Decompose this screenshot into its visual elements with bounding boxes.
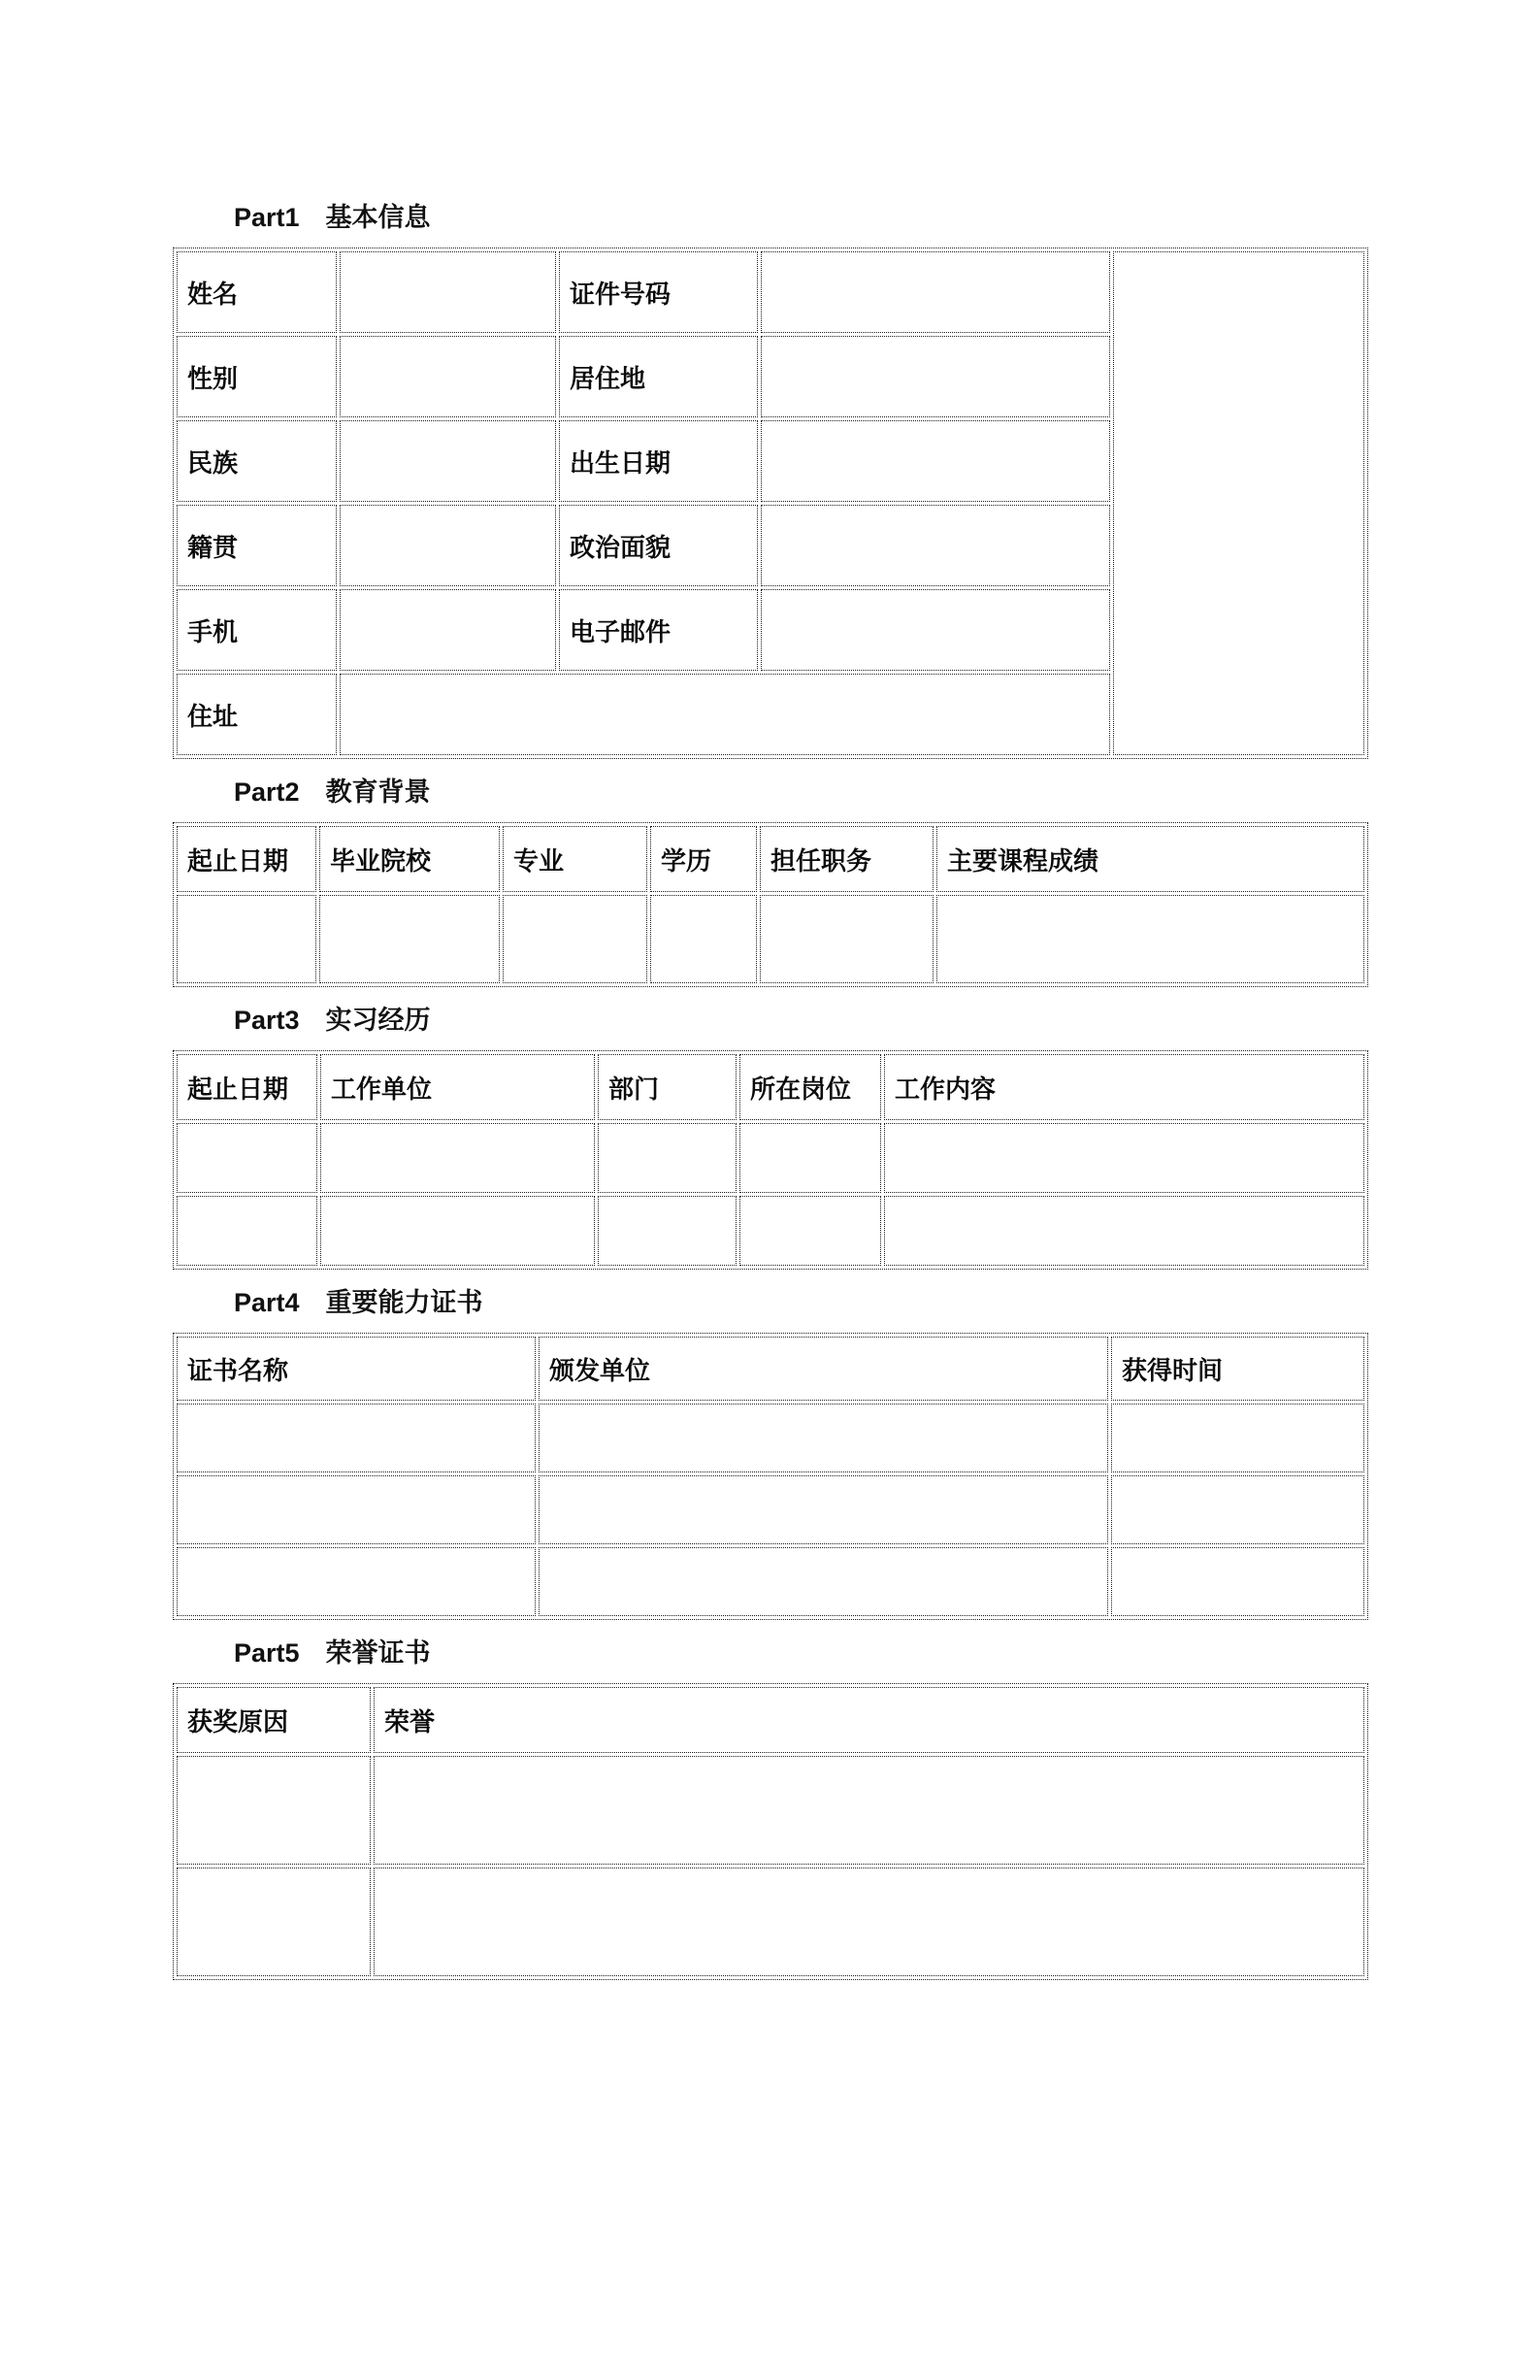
table-row <box>177 895 1364 983</box>
cert-cell-date[interactable] <box>1111 1475 1364 1544</box>
intern-cell-duties[interactable] <box>884 1196 1364 1266</box>
table-header-row <box>177 826 1364 892</box>
section-prefix-part3: Part3 <box>234 1006 300 1035</box>
intern-cell-employer[interactable] <box>320 1123 595 1193</box>
intern-cell-duties[interactable] <box>884 1123 1364 1193</box>
table-row <box>177 1756 1364 1865</box>
field-label-political-status: 政治面貌 <box>559 505 758 586</box>
table-row <box>177 1868 1364 1976</box>
section-title-part2 <box>234 776 1368 809</box>
cert-cell-issuer[interactable] <box>539 1475 1108 1544</box>
edu-cell-courses[interactable] <box>936 895 1364 983</box>
intern-header-post: 所在岗位 <box>739 1054 881 1120</box>
edu-cell-major[interactable] <box>503 895 647 983</box>
field-value-name[interactable] <box>340 251 556 333</box>
field-value-birth-date[interactable] <box>761 420 1110 502</box>
basic-info-table <box>173 248 1368 759</box>
cert-cell-date[interactable] <box>1111 1547 1364 1616</box>
table-header-row <box>177 1337 1364 1401</box>
section-title-part3 <box>234 1004 1368 1037</box>
edu-cell-degree[interactable] <box>650 895 757 983</box>
field-label-email: 电子邮件 <box>559 589 758 671</box>
section-name-part3: 实习经历 <box>325 1006 431 1035</box>
field-label-residence: 居住地 <box>559 336 758 417</box>
edu-header-major: 专业 <box>503 826 647 892</box>
field-label-address: 住址 <box>177 674 337 755</box>
honor-header-honor: 荣誉 <box>374 1687 1364 1753</box>
table-row <box>177 1196 1364 1266</box>
intern-header-department: 部门 <box>598 1054 737 1120</box>
resume-form <box>173 201 1368 1980</box>
honor-cell-reason[interactable] <box>177 1756 371 1865</box>
cert-header-name: 证书名称 <box>177 1337 536 1401</box>
section-prefix-part2: Part2 <box>234 777 300 807</box>
edu-header-dates: 起止日期 <box>177 826 316 892</box>
intern-cell-post[interactable] <box>739 1196 881 1266</box>
section-name-part2: 教育背景 <box>325 777 431 807</box>
field-label-native-place: 籍贯 <box>177 505 337 586</box>
cert-header-issuer: 颁发单位 <box>539 1337 1108 1401</box>
intern-header-employer: 工作单位 <box>320 1054 595 1120</box>
cert-cell-name[interactable] <box>177 1547 536 1616</box>
intern-header-dates: 起止日期 <box>177 1054 317 1120</box>
table-row <box>177 1123 1364 1193</box>
table-header-row <box>177 1687 1364 1753</box>
intern-cell-dates[interactable] <box>177 1123 317 1193</box>
table-row <box>177 1475 1364 1544</box>
table-header-row <box>177 1054 1364 1120</box>
field-value-email[interactable] <box>761 589 1110 671</box>
photo-cell[interactable] <box>1113 251 1364 755</box>
section-name-part1: 基本信息 <box>325 203 431 232</box>
edu-cell-school[interactable] <box>319 895 500 983</box>
field-label-birth-date: 出生日期 <box>559 420 758 502</box>
field-value-gender[interactable] <box>340 336 556 417</box>
edu-cell-position[interactable] <box>760 895 934 983</box>
edu-header-position: 担任职务 <box>760 826 934 892</box>
field-label-mobile: 手机 <box>177 589 337 671</box>
cert-cell-issuer[interactable] <box>539 1404 1108 1472</box>
section-name-part5: 荣誉证书 <box>325 1638 431 1668</box>
table-row <box>177 1404 1364 1472</box>
intern-cell-dates[interactable] <box>177 1196 317 1266</box>
intern-cell-post[interactable] <box>739 1123 881 1193</box>
section-name-part4: 重要能力证书 <box>325 1288 483 1317</box>
section-title-part5 <box>234 1636 1368 1669</box>
cert-header-date: 获得时间 <box>1111 1337 1364 1401</box>
table-row <box>177 1547 1364 1616</box>
intern-cell-employer[interactable] <box>320 1196 595 1266</box>
field-label-gender: 性别 <box>177 336 337 417</box>
section-prefix-part4: Part4 <box>234 1288 300 1317</box>
field-value-id-number[interactable] <box>761 251 1110 333</box>
honors-table <box>173 1683 1368 1980</box>
edu-cell-dates[interactable] <box>177 895 316 983</box>
field-value-political-status[interactable] <box>761 505 1110 586</box>
field-value-mobile[interactable] <box>340 589 556 671</box>
cert-cell-name[interactable] <box>177 1404 536 1472</box>
field-label-name: 姓名 <box>177 251 337 333</box>
intern-header-duties: 工作内容 <box>884 1054 1364 1120</box>
field-value-address[interactable] <box>340 674 1110 755</box>
edu-header-courses: 主要课程成绩 <box>936 826 1364 892</box>
honor-cell-honor[interactable] <box>374 1756 1364 1865</box>
section-title-part4 <box>234 1286 1368 1319</box>
document-page <box>0 201 1540 2380</box>
cert-cell-issuer[interactable] <box>539 1547 1108 1616</box>
edu-header-school: 毕业院校 <box>319 826 500 892</box>
honor-header-reason: 获奖原因 <box>177 1687 371 1753</box>
field-value-ethnicity[interactable] <box>340 420 556 502</box>
intern-cell-department[interactable] <box>598 1123 737 1193</box>
cert-cell-date[interactable] <box>1111 1404 1364 1472</box>
certificates-table <box>173 1333 1368 1620</box>
section-prefix-part5: Part5 <box>234 1638 300 1668</box>
section-prefix-part1: Part1 <box>234 203 300 232</box>
field-value-residence[interactable] <box>761 336 1110 417</box>
intern-cell-department[interactable] <box>598 1196 737 1266</box>
honor-cell-reason[interactable] <box>177 1868 371 1976</box>
field-value-native-place[interactable] <box>340 505 556 586</box>
education-table <box>173 822 1368 987</box>
field-label-id-number: 证件号码 <box>559 251 758 333</box>
edu-header-degree: 学历 <box>650 826 757 892</box>
internship-table <box>173 1050 1368 1270</box>
section-title-part1 <box>234 201 1368 234</box>
honor-cell-honor[interactable] <box>374 1868 1364 1976</box>
table-row <box>177 251 1364 333</box>
field-label-ethnicity: 民族 <box>177 420 337 502</box>
cert-cell-name[interactable] <box>177 1475 536 1544</box>
